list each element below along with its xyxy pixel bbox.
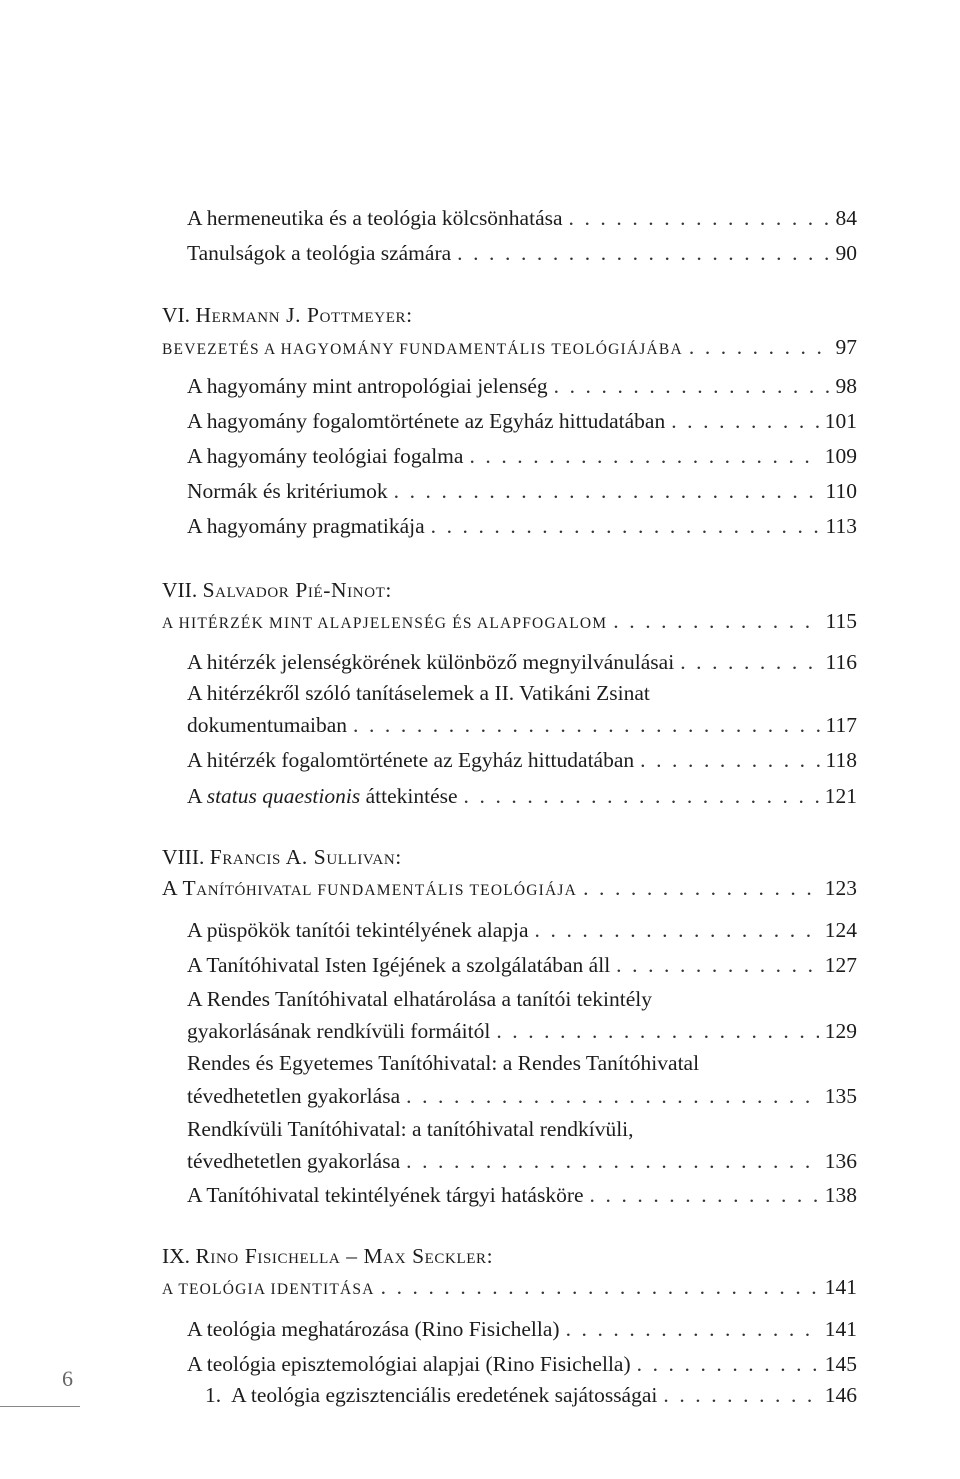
entry-title: A teológia meghatározása (Rino Fisichella) [187,1317,560,1341]
entry-page: 146 [824,1383,857,1407]
dot-leader [394,476,820,506]
toc-entry [187,950,857,980]
toc-entry [187,1314,857,1344]
chapter-title-line [162,1272,857,1305]
entry-title-prefix: A [187,784,207,808]
entry-title-line1: Rendkívüli Tanítóhivatal: a tanítóhivatal rendkívüli, [187,1117,634,1141]
entry-page: 121 [824,784,857,808]
toc-entry [187,915,857,945]
dot-leader [431,511,820,541]
toc-entry [187,1016,857,1046]
entry-title-italic: status quaestionis [206,784,361,808]
dot-leader [590,1180,819,1210]
entry-page: 84 [835,206,857,230]
chapter-title: A TEOLÓGIA IDENTITÁSA [162,1281,375,1298]
entry-page: 136 [824,1149,857,1173]
entry-title: A Tanítóhivatal tekintélyének tárgyi hatásköre [187,1183,584,1207]
entry-page: 109 [824,444,857,468]
dot-leader [457,238,829,268]
dot-leader [535,915,819,945]
dot-leader [566,1314,819,1344]
entry-title: tévedhetetlen gyakorlása [187,1084,401,1108]
entry-page: 118 [825,748,857,772]
entry-title: Tanulságok a teológia számára [187,241,452,265]
chapter-author: Rino Fisichella – Max Seckler: [195,1244,494,1268]
dot-leader [554,371,830,401]
page-number: 6 [62,1366,73,1391]
entry-title-line1: Rendes és Egyetemes Tanítóhivatal: a Rendes Tanítóhivatal [187,1051,700,1075]
chapter-number: VIII. [162,845,205,869]
entry-title: Normák és kritériumok [187,479,388,503]
entry-title-line1: A Rendes Tanítóhivatal elhatárolása a tanítói tekintély [187,987,652,1011]
entry-title: A hagyomány fogalomtörténete az Egyház hittudatában [187,409,666,433]
entry-page: 98 [835,374,857,398]
toc-entry [187,710,857,740]
toc-entry [187,371,857,401]
entry-page: 135 [824,1084,857,1108]
chapter-number: IX. [162,1244,191,1268]
chapter-title: BEVEZETÉS A HAGYOMÁNY FUNDAMENTÁLIS TEOLÓGIÁJÁBA [162,341,683,358]
entry-page: 116 [825,650,857,674]
dot-leader [583,873,819,903]
dot-leader [381,1272,819,1302]
entry-title-line1: A hitérzékről szóló tanításelemek a II. Vatikáni Zsinat [187,681,650,705]
chapter-page: 123 [824,876,857,900]
chapter-author-line [162,300,413,330]
entry-title: tévedhetetlen gyakorlása [187,1149,401,1173]
dot-leader [406,1146,819,1176]
dot-leader [671,406,819,436]
chapter-author-line [162,1241,493,1271]
entry-page: 145 [824,1352,857,1376]
dot-leader [464,781,819,811]
chapter-title-line [162,606,857,639]
dot-leader [496,1016,818,1046]
entry-title: A teológia egzisztenciális eredetének sajátosságai [231,1383,658,1407]
chapter-page: 115 [825,609,857,633]
dot-leader [640,745,819,775]
chapter-title-cap: A Tanítóhivatal [162,876,312,900]
chapter-author-line [162,575,392,605]
entry-page: 113 [825,514,857,538]
entry-page: 124 [824,918,857,942]
chapter-title [162,873,577,906]
entry-page: 127 [824,953,857,977]
entry-title: gyakorlásának rendkívüli formáitól [187,1019,491,1043]
dot-leader [616,950,819,980]
dot-leader [637,1349,819,1379]
entry-title: A teológia episztemológiai alapjai (Rino Fisichella) [187,1352,631,1376]
chapter-author: Salvador Pié-Ninot: [202,578,392,602]
toc-entry [187,647,857,677]
chapter-author-line [162,842,402,872]
entry-page: 90 [835,241,857,265]
entry-page: 138 [824,1183,857,1207]
toc-entry [187,441,857,471]
entry-title: A hitérzék jelenségkörének különböző megnyilvánulásai [187,650,675,674]
toc-entry [187,511,857,541]
entry-page: 129 [824,1019,857,1043]
chapter-title-line [162,873,857,906]
chapter-page: 141 [824,1275,857,1299]
toc-entry [187,1146,857,1176]
toc-entry [187,203,857,233]
entry-page: 141 [824,1317,857,1341]
page-number-rule [0,1406,80,1407]
dot-leader [406,1081,819,1111]
toc-entry [187,1349,857,1379]
entry-title: A hagyomány teológiai fogalma [187,444,464,468]
chapter-page: 97 [835,335,857,359]
chapter-author: Hermann J. Pottmeyer: [195,303,413,327]
entry-page: 101 [824,409,857,433]
toc-entry [187,781,857,811]
entry-page: 117 [825,713,857,737]
entry-page: 110 [825,479,857,503]
entry-title: A püspökök tanítói tekintélyének alapja [187,918,529,942]
toc-entry [187,1081,857,1111]
entry-title: A hermeneutika és a teológia kölcsönhatása [187,206,563,230]
dot-leader [569,203,830,233]
chapter-number: VII. [162,578,198,602]
toc-entry [187,476,857,506]
dot-leader [680,647,819,677]
entry-title: A hagyomány mint antropológiai jelenség [187,374,548,398]
toc-entry [187,406,857,436]
entry-title [187,781,458,811]
dot-leader [353,710,820,740]
chapter-title: A HITÉRZÉK MINT ALAPJELENSÉG ÉS ALAPFOGALOM [162,615,608,632]
chapter-number: VI. [162,303,191,327]
dot-leader [613,606,819,636]
dot-leader [469,441,818,471]
toc-entry [187,238,857,268]
chapter-title-line [162,332,857,365]
chapter-author: Francis A. Sullivan: [209,845,402,869]
subentry-number: 1. [205,1383,222,1407]
toc-subentry [205,1380,857,1410]
dot-leader [663,1380,818,1410]
entry-title: A hagyomány pragmatikája [187,514,425,538]
entry-title-suffix: áttekintése [360,784,458,808]
entry-title: A hitérzék fogalomtörténete az Egyház hittudatában [187,748,635,772]
toc-entry [187,745,857,775]
entry-title: A Tanítóhivatal Isten Igéjének a szolgálatában áll [187,953,611,977]
chapter-title-rest: FUNDAMENTÁLIS TEOLÓGIÁJA [317,882,578,899]
toc-entry [187,1180,857,1210]
entry-title: dokumentumaiban [187,713,348,737]
dot-leader [689,332,830,362]
